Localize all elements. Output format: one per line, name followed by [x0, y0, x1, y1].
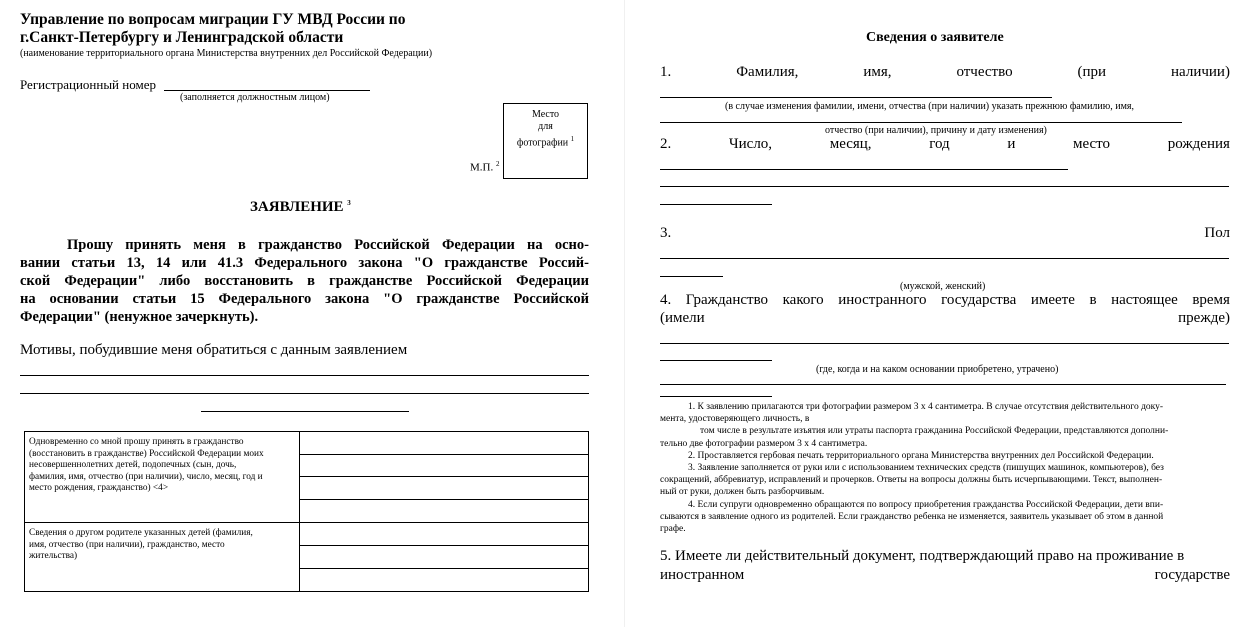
q4-word: (имели [660, 310, 705, 326]
q1-note-1: (в случае изменения фамилии, имени, отчества (при наличии) указать прежнюю фамилию, имя, [725, 101, 1135, 112]
parent-label-line: имя, отчество (при наличии), гражданство, место [29, 539, 225, 550]
request-line: Федерации" (ненужное зачеркнуть). [20, 309, 259, 325]
q1-word: (при [1077, 64, 1107, 80]
authority-line-1: Управление по вопросам миграции ГУ МВД России по [20, 11, 406, 28]
question-1 [660, 64, 1230, 81]
request-paragraph [20, 236, 589, 326]
q1-word: Фамилия, [736, 64, 799, 80]
registration-field[interactable] [164, 90, 370, 91]
q4-word: Гражданство [685, 292, 769, 308]
registration-label: Регистрационный номер [20, 77, 156, 92]
motive-field-line[interactable] [201, 411, 409, 412]
authority-note: (наименование территориального органа Министерства внутренних дел Российской Федерации) [20, 48, 433, 59]
q4-answer-line[interactable] [660, 343, 1229, 344]
q4-word: 4. [660, 292, 672, 308]
applicant-heading: Сведения о заявителе [866, 30, 1004, 45]
footnote-line: сываются в заявление одного из родителей. Если гражданство ребенка не изменяется, заявитель указывает об этом в данной [660, 511, 1164, 522]
q1-note-2: отчество (при наличии), причину и дату изменения) [825, 125, 1047, 136]
q1-answer-line[interactable] [660, 122, 1182, 123]
children-input-cell[interactable] [300, 432, 589, 455]
q4-note: (где, когда и на каком основании приобретено, утрачено) [816, 364, 1059, 375]
footnote-line: мента, удостоверяющего личность, в [660, 414, 810, 425]
footnote-line: том числе в результате изъятия или утраты паспорта гражданина Российской Федерации, представляются дополни- [700, 426, 1169, 437]
request-line: на основании статьи 15 Федерального закона "О гражданстве Российской [20, 291, 589, 307]
q4-word: время [1192, 292, 1230, 308]
q4-word: настоящее [1111, 292, 1178, 308]
q1-word: отчество [956, 64, 1013, 80]
footnote-line: графе. [660, 524, 686, 535]
q4-word: какого [782, 292, 824, 308]
q5-word: иностранном [660, 567, 745, 583]
q3-answer-line[interactable] [660, 258, 1229, 259]
photo-label-1: Место [531, 109, 560, 120]
children-label-line: несовершеннолетних детей, подопечных (сын, дочь, [29, 460, 237, 470]
q1-word: 1. [660, 64, 672, 80]
parent-label-cell [25, 523, 300, 592]
q4-answer-line[interactable] [660, 360, 772, 361]
q5-word: государстве [1154, 567, 1230, 583]
question-3 [660, 225, 1230, 242]
footnote-line: 4. Если супруги одновременно обращаются по вопросу приобретения гражданства Российской Федерации, дети впи- [688, 499, 1164, 510]
children-table [24, 431, 589, 592]
footnote-line: ный от руки, должен быть разборчивым. [660, 487, 825, 498]
motive-label: Мотивы, побудившие меня обратиться с данным заявлением [20, 342, 408, 358]
q3-label: Пол [1204, 225, 1230, 241]
authority-line-2: г.Санкт-Петербургу и Ленинградской области [20, 29, 344, 46]
footnote-line: 1. К заявлению прилагаются три фотографии размером 3 х 4 сантиметра. В случае отсутствия действительного доку- [688, 402, 1164, 412]
request-line: Прошу принять меня в гражданство Российской Федерации на осно- [67, 237, 589, 253]
request-line: ской Федерации" либо восстановить в гражданстве Российской Федерации [20, 273, 589, 289]
q2-answer-line[interactable] [660, 186, 1229, 187]
page-divider [624, 0, 625, 627]
q4-answer-line[interactable] [660, 384, 1226, 385]
q2-word: и [1007, 136, 1016, 152]
children-input-cell[interactable] [300, 500, 589, 523]
q4-word: иностранного [838, 292, 927, 308]
q2-word: рождения [1167, 136, 1230, 152]
q4-word: государства [941, 292, 1017, 308]
photo-box [503, 103, 588, 179]
parent-input-cell[interactable] [300, 523, 589, 546]
q2-word: год [929, 136, 950, 152]
motive-field-line[interactable] [20, 393, 589, 394]
request-line: вании статьи 13, 14 или 41.3 Федерального закона "О гражданстве Россий- [20, 255, 589, 271]
footnote-line: 2. Проставляется гербовая печать территориального органа Министерства внутренних дел Российской Федерации. [688, 450, 1154, 461]
q2-word: Число, [728, 136, 773, 152]
photo-label-3: фотографии $^1$ [516, 135, 575, 149]
question-4-line-1 [660, 292, 1230, 309]
q1-answer-line[interactable] [660, 97, 1052, 98]
children-label-line: Одновременно со мной прошу принять в гражданство [29, 437, 244, 447]
footnote-line: тельно две фотографии размером 3 х 4 сантиметра. [660, 438, 868, 449]
q1-word: наличии) [1171, 64, 1230, 80]
parent-label-line: жительства) [29, 551, 78, 561]
q3-note: (мужской, женский) [900, 281, 986, 292]
question-4-line-2 [660, 310, 1230, 327]
footnotes [660, 401, 1230, 535]
question-5-line-2 [660, 567, 1230, 584]
document-title: ЗАЯВЛЕНИЕ $^3$ [250, 199, 351, 215]
footnote-separator [660, 396, 772, 397]
parent-label-line: Сведения о другом родителе указанных детей (фамилия, [29, 528, 253, 538]
children-label-line: место рождения, гражданство) <4> [29, 483, 169, 493]
q3-number: 3. [660, 225, 672, 241]
q1-word: имя, [863, 64, 892, 80]
children-label-line: (восстановить в гражданстве) Российской Федерации моих [29, 448, 264, 459]
motive-field-line[interactable] [20, 375, 589, 376]
q2-answer-line[interactable] [660, 204, 772, 205]
photo-label-2: для [538, 121, 553, 132]
footnote-line: сокращений, аббревиатур, исправлений и прочерков. Ответы на вопросы должны быть исчерпывающими. Текст, выполнен- [660, 475, 1163, 486]
footnote-line: 3. Заявление заполняется от руки или с использованием технических средств (пишущих машинок, компьютеров), без [688, 463, 1164, 474]
q3-answer-line[interactable] [660, 276, 723, 277]
stamp-label: М.П. $^2$ [470, 160, 500, 174]
children-label-cell [25, 432, 300, 523]
parent-input-cell[interactable] [300, 546, 589, 569]
q4-word: имеете [1030, 292, 1075, 308]
q2-answer-line[interactable] [660, 169, 1068, 170]
question-5-line-1: 5. Имеете ли действительный документ, подтверждающий право на проживание в [660, 548, 1185, 564]
question-2 [660, 136, 1230, 153]
q2-word: месяц, [829, 136, 872, 152]
parent-input-cell[interactable] [300, 569, 589, 592]
children-label-line: фамилия, имя, отчество (при наличии), число, месяц, год и [29, 471, 263, 482]
children-input-cell[interactable] [300, 455, 589, 477]
q2-word: место [1073, 136, 1111, 152]
q4-word: в [1089, 292, 1097, 308]
q4-word: прежде) [1178, 310, 1230, 326]
q2-word: 2. [660, 136, 672, 152]
children-input-cell[interactable] [300, 477, 589, 500]
registration-note: (заполняется должностным лицом) [180, 92, 330, 103]
